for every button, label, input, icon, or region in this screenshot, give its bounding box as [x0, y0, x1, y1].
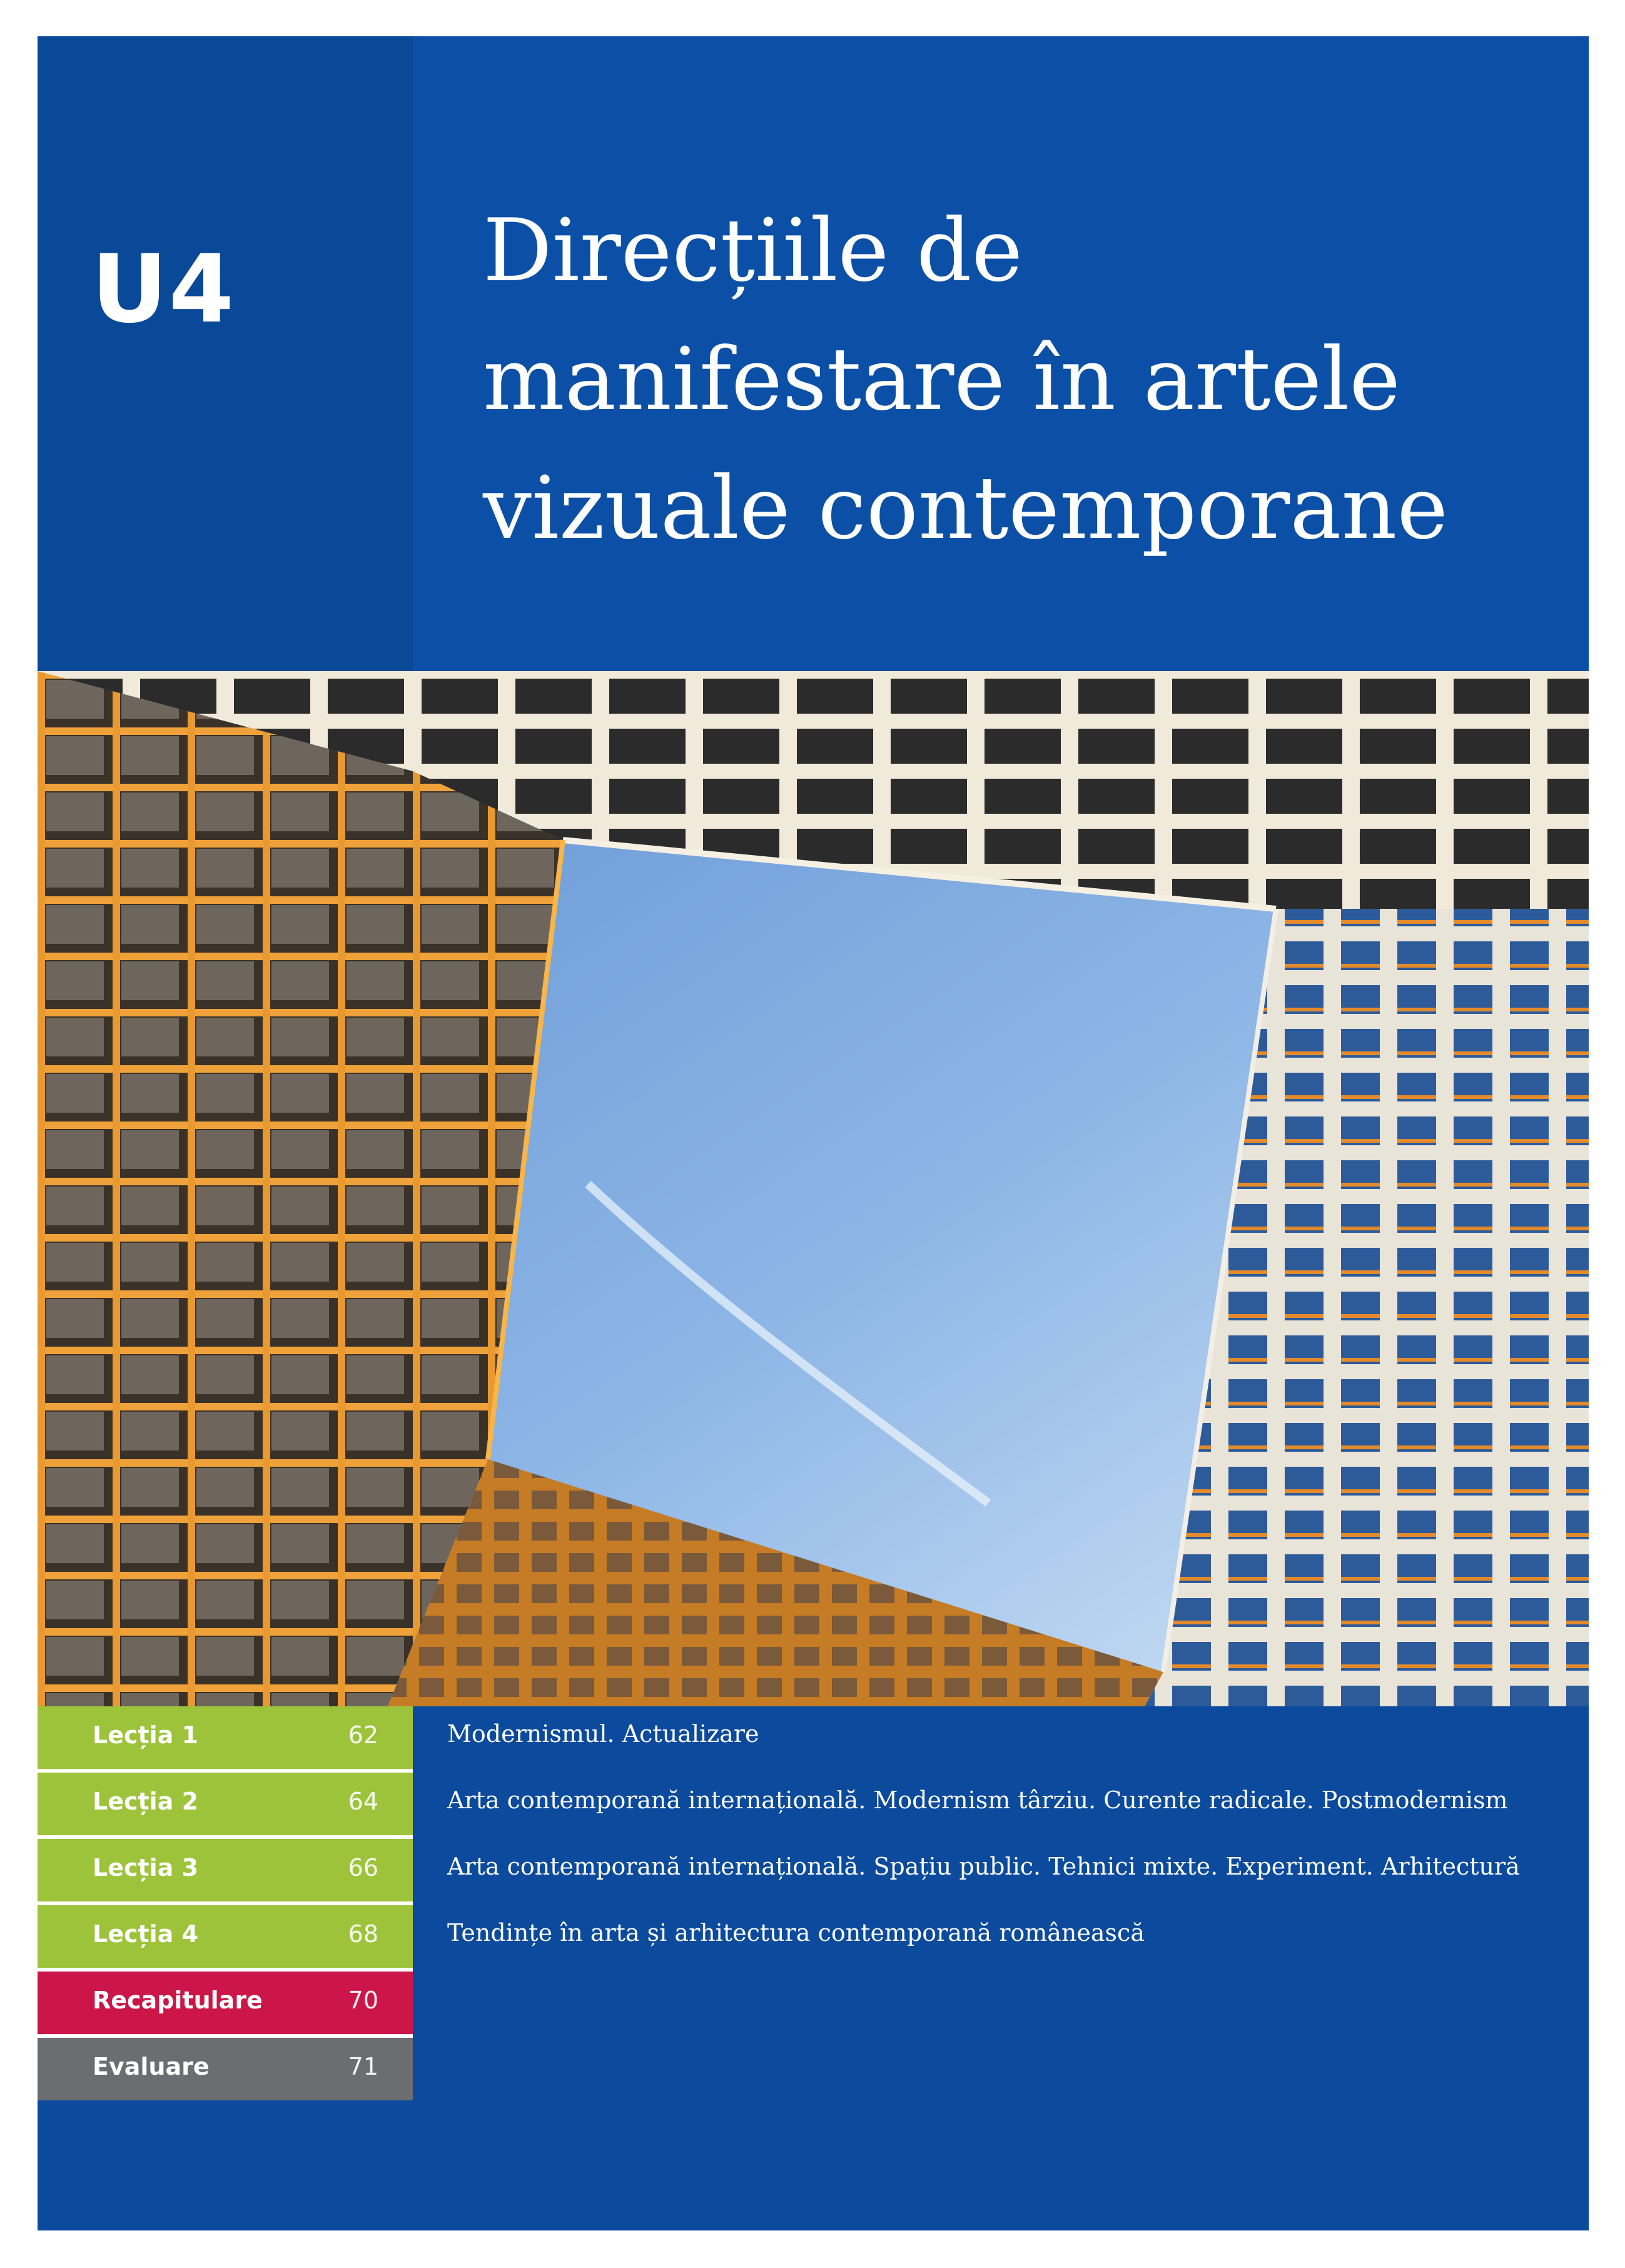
toc-row-lesson-3[interactable] [38, 1839, 1589, 1901]
toc-label: Evaluare [93, 2053, 210, 2080]
toc-label: Lecția 1 [93, 1721, 199, 1749]
toc-row-recap[interactable] [38, 1972, 1589, 2034]
courtyard-photo [38, 671, 1589, 1706]
toc-label: Recapitulare [93, 1987, 263, 2014]
chapter-opener-page [38, 36, 1589, 2230]
chapter-title: Direcțiile de manifestare în artele vizuale contemporane [483, 200, 1449, 559]
toc-row-lesson-4[interactable] [38, 1905, 1589, 1968]
toc-page-number: 66 [348, 1854, 378, 1881]
toc-tab [38, 1972, 413, 2034]
toc-row-evaluation[interactable] [38, 2038, 1589, 2100]
toc-page-number: 64 [348, 1788, 378, 1815]
toc-tab [38, 1839, 413, 1901]
toc-label: Lecția 3 [93, 1854, 199, 1881]
lesson-contents [38, 1706, 1589, 2230]
toc-page-number: 68 [348, 1920, 378, 1948]
toc-description: Arta contemporană internațională. Modernism târziu. Curente radicale. Postmodernism [447, 1786, 1508, 1814]
toc-description: Modernismul. Actualizare [447, 1720, 759, 1748]
toc-page-number: 71 [348, 2053, 378, 2080]
toc-page-number: 70 [348, 1987, 378, 2014]
toc-description: Tendințe în arta și arhitectura contemporană românească [447, 1919, 1145, 1947]
toc-label: Lecția 2 [93, 1788, 199, 1815]
toc-label: Lecția 4 [93, 1920, 199, 1948]
toc-description: Arta contemporană internațională. Spațiu public. Tehnici mixte. Experiment. Arhitectură [447, 1853, 1520, 1880]
toc-tab [38, 1706, 413, 1769]
unit-panel [38, 36, 413, 671]
unit-code: U4 [91, 235, 236, 344]
toc-page-number: 62 [348, 1721, 378, 1749]
toc-tab [38, 1773, 413, 1835]
toc-row-lesson-2[interactable] [38, 1773, 1589, 1835]
toc-row-lesson-1[interactable] [38, 1706, 1589, 1769]
toc-tab [38, 2038, 413, 2100]
toc-tab [38, 1905, 413, 1968]
